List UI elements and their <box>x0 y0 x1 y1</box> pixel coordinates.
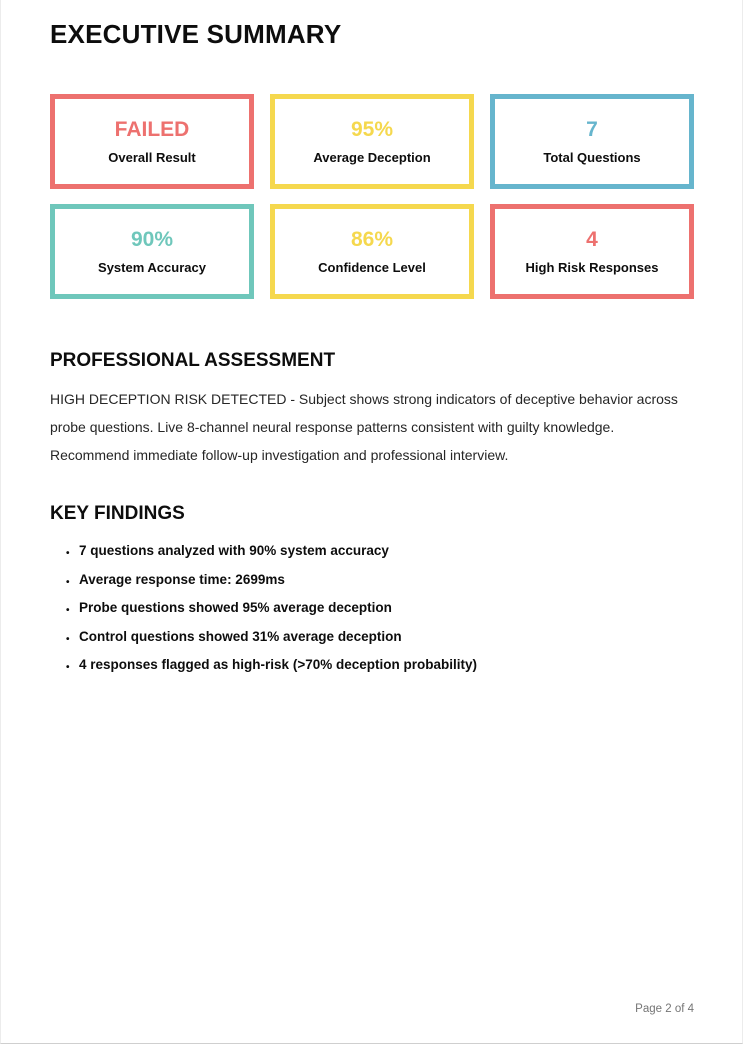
metric-label: Overall Result <box>108 150 196 165</box>
page-number: Page 2 of 4 <box>635 1003 694 1015</box>
metric-label: System Accuracy <box>98 260 206 275</box>
metric-value: 90% <box>130 228 174 251</box>
key-finding-item: • 7 questions analyzed with 90% system accuracy <box>66 542 694 560</box>
metric-card-overall-result <box>50 94 254 189</box>
metric-card-total-questions <box>490 94 694 189</box>
key-finding-item: • Control questions showed 31% average deception <box>66 628 694 646</box>
key-findings-list <box>66 542 694 674</box>
metric-label: High Risk Responses <box>525 260 659 275</box>
metric-value: FAILED <box>114 118 190 141</box>
metric-card-system-accuracy <box>50 204 254 299</box>
metric-label: Total Questions <box>543 150 641 165</box>
key-finding-item: • 4 responses flagged as high-risk (>70% deception probability) <box>66 656 694 674</box>
metric-card-high-risk-responses <box>490 204 694 299</box>
metric-label: Average Deception <box>313 150 431 165</box>
metric-cards-grid <box>50 94 694 299</box>
metric-value: 95% <box>350 118 394 141</box>
key-findings-heading: KEY FINDINGS <box>50 503 185 524</box>
metric-card-average-deception <box>270 94 474 189</box>
professional-assessment-heading: PROFESSIONAL ASSESSMENT <box>50 350 336 371</box>
metric-label: Confidence Level <box>318 260 426 275</box>
key-finding-item: • Average response time: 2699ms <box>66 571 694 589</box>
professional-assessment-body: HIGH DECEPTION RISK DETECTED - Subject shows strong indicators of deceptive behavior across probe questions. Live 8-channel neural response patterns consistent with guilty knowledge. Recommend immediate follow-up investigation and professional interview. <box>50 391 678 463</box>
metric-value: 4 <box>586 228 598 251</box>
metric-value: 7 <box>586 118 598 141</box>
key-finding-item: • Probe questions showed 95% average deception <box>66 599 694 617</box>
metric-value: 86% <box>350 228 394 251</box>
metric-card-confidence-level <box>270 204 474 299</box>
page-title: EXECUTIVE SUMMARY <box>50 19 342 49</box>
